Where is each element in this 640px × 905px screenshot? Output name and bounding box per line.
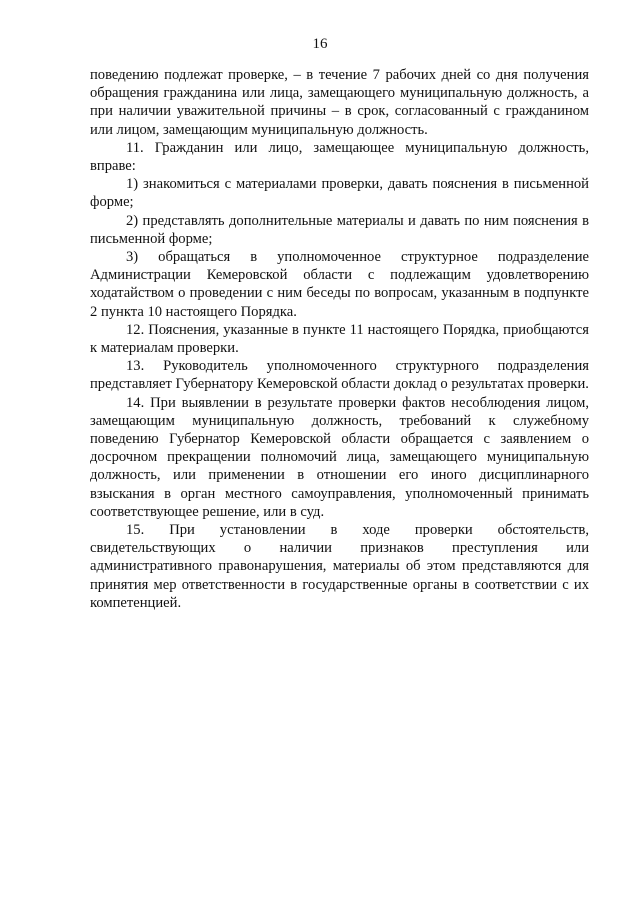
- document-body: [90, 66, 589, 612]
- paragraph-13: 13. Руководитель уполномоченного структурного подразделения представляет Губернатору Кемеровской области доклад о результатах проверки.: [90, 358, 589, 393]
- paragraph-15: 15. При установлении в ходе проверки обстоятельств, свидетельствующих о наличии признаков преступления или административного правонарушения, материалы об этом представляются для принятия мер ответственности в государственные органы в соответствии с их компетенцией.: [90, 522, 589, 611]
- paragraph-12: 12. Пояснения, указанные в пункте 11 настоящего Порядка, приобщаются к материалам проверки.: [90, 321, 589, 357]
- paragraph-11-item-2: 2) представлять дополнительные материалы и давать по ним пояснения в письменной форме;: [90, 212, 589, 247]
- paragraph-continuation: поведению подлежат проверке, – в течение 7 рабочих дней со дня получения обращения гражданина или лица, замещающего муниципальную должность, а при наличии уважительной причины – в срок, согласованный с гражданином или лицом, замещающим муниципальную должность.: [90, 67, 589, 138]
- paragraph-11-item-3: 3) обращаться в уполномоченное структурное подразделение Администрации Кемеровской области с подлежащим удовлетворению ходатайством о проведении с ним беседы по вопросам, указанным в подпункте 2 пункта 10 настоящего Порядка.: [90, 249, 589, 320]
- paragraph-11-item-1: 1) знакомиться с материалами проверки, давать пояснения в письменной форме;: [90, 176, 589, 211]
- paragraph-14: 14. При выявлении в результате проверки фактов несоблюдения лицом, замещающим муниципальную должность, требований к служебному поведению Губернатор Кемеровской области обращается с заявлением о досрочном прекращении полномочий лица, замещающего муниципальную должность, или применении в отношении его иного дисциплинарного взыскания в орган местного самоуправления, уполномоченный принимать соответствующее решение, или в суд.: [90, 394, 589, 520]
- paragraph-11: 11. Гражданин или лицо, замещающее муниципальную должность, вправе:: [90, 139, 589, 175]
- page-number: 16: [312, 36, 328, 52]
